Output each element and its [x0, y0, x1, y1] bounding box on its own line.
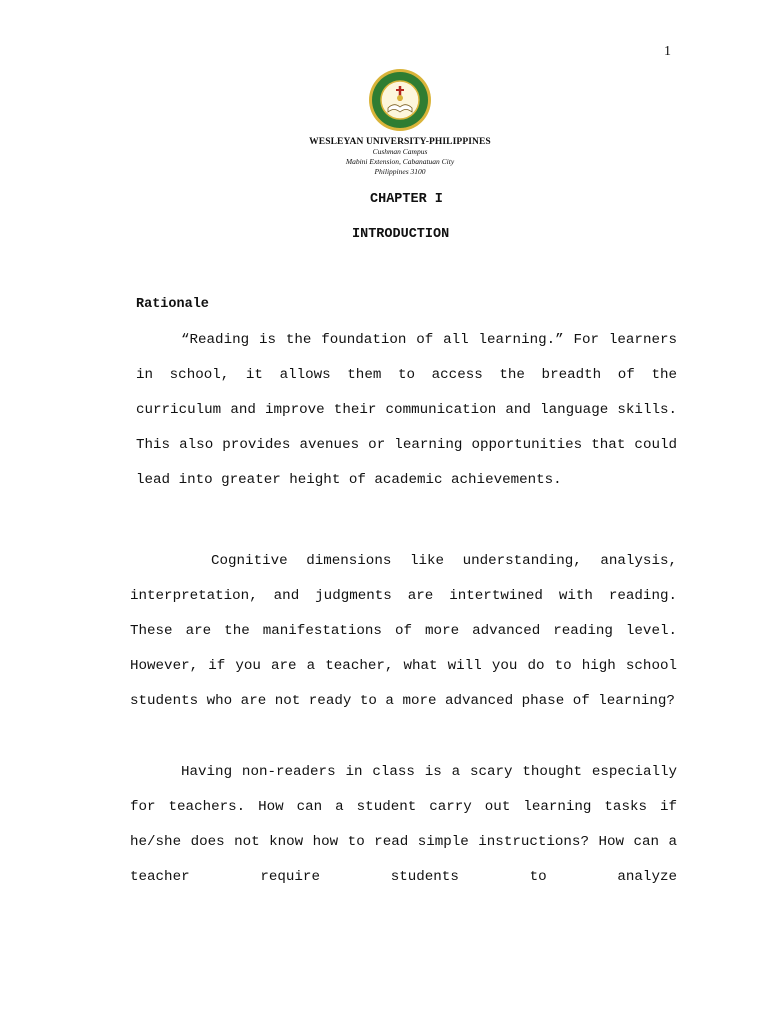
- chapter-heading: CHAPTER I: [370, 192, 443, 207]
- address-line-3: Philippines 3100: [374, 167, 426, 176]
- subheading-rationale: Rationale: [136, 297, 209, 312]
- section-title: INTRODUCTION: [352, 227, 450, 242]
- address-line-2: Mabini Extension, Cabanatuan City: [345, 157, 455, 166]
- university-seal-logo: [368, 68, 432, 132]
- letterhead: [300, 68, 500, 177]
- paragraph-2: Cognitive dimensions like understanding, analysis, interpretation, and judgments are intertwined with reading. These are the manifestations of more advanced reading level. However, if you are a teacher, what will you do to high school students who are not ready to a more advanced phase of learning?: [130, 553, 677, 710]
- paragraph-1: “Reading is the foundation of all learning.” For learners in school, it allows them to access the breadth of the curriculum and improve their communication and language skills. This also provides avenues or learning opportunities that could lead into greater height of academic achievements.: [136, 332, 677, 489]
- university-name: WESLEYAN UNIVERSITY-PHILIPPINES: [309, 137, 491, 147]
- address-line-1: Cushman Campus: [372, 147, 428, 156]
- paragraph-3: Having non-readers in class is a scary thought especially for teachers. How can a student carry out learning tasks if he/she does not know how to read simple instructions? How can a teacher require students to analyze: [130, 764, 677, 886]
- page-number: 1: [664, 44, 671, 59]
